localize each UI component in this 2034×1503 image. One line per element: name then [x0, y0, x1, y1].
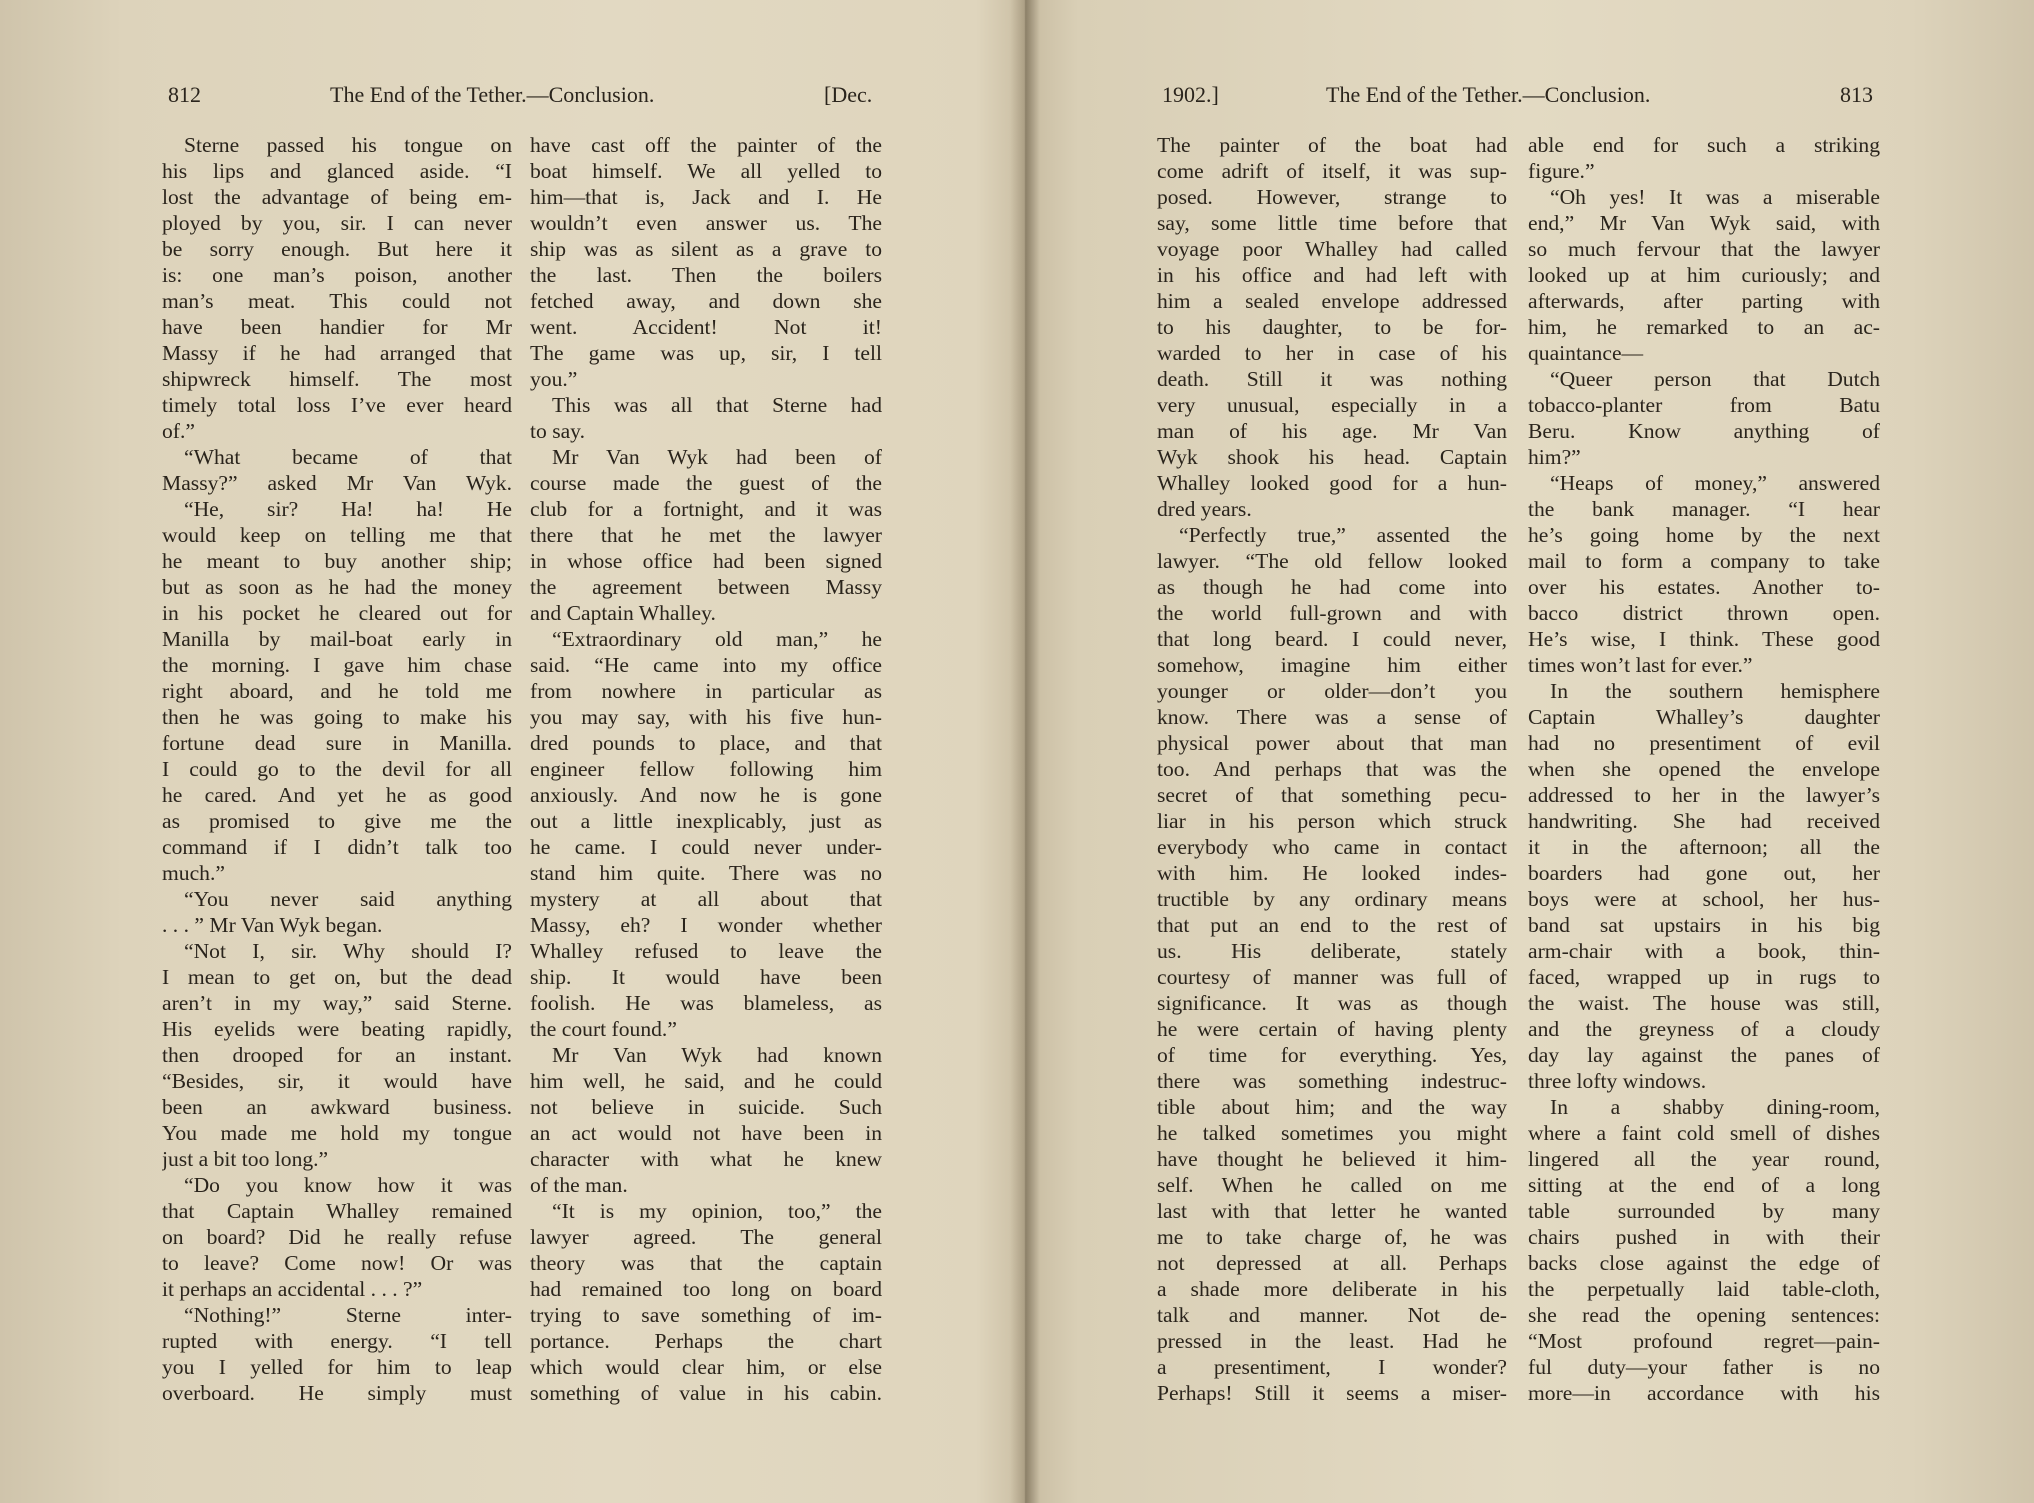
text-line: man’s meat. This could not	[162, 289, 512, 313]
text-line: been an awkward business.	[162, 1095, 512, 1119]
text-line: but as soon as he had the money	[162, 575, 512, 599]
text-line: to leave? Come now! Or was	[162, 1251, 512, 1275]
text-line: anxiously. And now he is gone	[530, 783, 882, 807]
text-line: in his pocket he cleared out for	[162, 601, 512, 625]
text-line: club for a fortnight, and it was	[530, 497, 882, 521]
text-line: know. There was a sense of	[1157, 705, 1507, 729]
text-line: portance. Perhaps the chart	[530, 1329, 882, 1353]
text-line: fortune dead sure in Manilla.	[162, 731, 512, 755]
text-line: boarders had gone out, her	[1528, 861, 1880, 885]
text-line: timely total loss I’ve ever heard	[162, 393, 512, 417]
right-column-1	[1157, 132, 1507, 1406]
text-line: the world full-grown and with	[1157, 601, 1507, 625]
text-line: then he was going to make his	[162, 705, 512, 729]
text-line: that Captain Whalley remained	[162, 1199, 512, 1223]
text-line: “What became of that	[184, 445, 512, 469]
text-line: backs close against the edge of	[1528, 1251, 1880, 1275]
text-line: significance. It was as though	[1157, 991, 1507, 1015]
text-line: His eyelids were beating rapidly,	[162, 1017, 512, 1041]
text-line: “You never said anything	[184, 887, 512, 911]
text-line: he came. I could never under-	[530, 835, 882, 859]
text-line: day lay against the panes of	[1528, 1043, 1880, 1067]
text-line: you.”	[530, 367, 578, 391]
text-line: sitting at the end of a long	[1528, 1173, 1880, 1197]
text-line: I mean to get on, but the dead	[162, 965, 512, 989]
text-line: his lips and glanced aside. “I	[162, 159, 512, 183]
text-line: boys were at school, her hus-	[1528, 887, 1880, 911]
text-line: lost the advantage of being em-	[162, 185, 512, 209]
text-line: three lofty windows.	[1528, 1069, 1707, 1093]
text-line: him a sealed envelope addressed	[1157, 289, 1507, 313]
text-line: You made me hold my tongue	[162, 1121, 512, 1145]
text-line: there that he met the lawyer	[530, 523, 882, 547]
text-line: that put an end to the rest of	[1157, 913, 1507, 937]
text-line: of.”	[162, 419, 195, 443]
text-line: lingered all the year round,	[1528, 1147, 1880, 1171]
text-line: He’s wise, I think. These good	[1528, 627, 1880, 651]
text-line: afterwards, after parting with	[1528, 289, 1880, 313]
text-line: rupted with energy. “I tell	[162, 1329, 512, 1353]
text-line: younger or older—don’t you	[1157, 679, 1507, 703]
left-column-2	[530, 132, 882, 1406]
text-line: on board? Did he really refuse	[162, 1225, 512, 1249]
text-line: him well, he said, and he could	[530, 1069, 882, 1093]
text-line: with him. He looked indes-	[1157, 861, 1507, 885]
text-line: looked up at him curiously; and	[1528, 263, 1880, 287]
text-line: not believe in suicide. Such	[530, 1095, 882, 1119]
page-number-left: 812	[168, 82, 201, 107]
text-line: chairs pushed in with their	[1528, 1225, 1880, 1249]
text-line: he’s going home by the next	[1528, 523, 1880, 547]
text-line: said. “He came into my office	[530, 653, 882, 677]
text-line: just a bit too long.”	[162, 1147, 329, 1171]
text-line: faced, wrapped up in rugs to	[1528, 965, 1880, 989]
text-line: mail to form a company to take	[1528, 549, 1880, 573]
text-line: be sorry enough. But here it	[162, 237, 512, 261]
right-page	[1040, 0, 2034, 1503]
text-line: warded to her in case of his	[1157, 341, 1507, 365]
text-line: he talked sometimes you might	[1157, 1121, 1507, 1145]
text-line: able end for such a striking	[1528, 133, 1880, 157]
text-line: as though he had come into	[1157, 575, 1507, 599]
text-line: Captain Whalley’s daughter	[1528, 705, 1880, 729]
text-line: the last. Then the boilers	[530, 263, 882, 287]
text-line: him?”	[1528, 445, 1581, 469]
text-line: In a shabby dining-room,	[1550, 1095, 1880, 1119]
text-line: which would clear him, or else	[530, 1355, 882, 1379]
text-line: “Nothing!” Sterne inter-	[184, 1303, 512, 1327]
text-line: “Besides, sir, it would have	[162, 1069, 512, 1093]
text-line: mystery at all about that	[530, 887, 882, 911]
text-line: us. His deliberate, stately	[1157, 939, 1507, 963]
text-line: he meant to buy another ship;	[162, 549, 512, 573]
text-line: Massy, eh? I wonder whether	[530, 913, 882, 937]
text-line: from nowhere in particular as	[530, 679, 882, 703]
text-line: a shade more deliberate in his	[1157, 1277, 1507, 1301]
left-column-1	[162, 132, 512, 1406]
text-line: The game was up, sir, I tell	[530, 341, 882, 365]
right-column-2	[1528, 132, 1880, 1406]
text-line: a presentiment, I wonder?	[1157, 1355, 1507, 1379]
text-line: “Extraordinary old man,” he	[552, 627, 882, 651]
text-line: “Most profound regret—pain-	[1528, 1329, 1880, 1353]
text-line: “Not I, sir. Why should I?	[184, 939, 512, 963]
text-line: command if I didn’t talk too	[162, 835, 512, 859]
text-line: Massy if he had arranged that	[162, 341, 512, 365]
text-line: trying to save something of im-	[530, 1303, 882, 1327]
text-line: course made the guest of the	[530, 471, 882, 495]
text-line: an act would not have been in	[530, 1121, 882, 1145]
text-line: arm-chair with a book, thin-	[1528, 939, 1880, 963]
text-line: theory was that the captain	[530, 1251, 882, 1275]
date-tag-left: [Dec.	[824, 82, 873, 107]
text-line: foolish. He was blameless, as	[530, 991, 882, 1015]
text-line: there was something indestruc-	[1157, 1069, 1507, 1093]
text-line: times won’t last for ever.”	[1528, 653, 1753, 677]
left-page	[0, 0, 1010, 1503]
text-line: band sat upstairs in his big	[1528, 913, 1880, 937]
text-line: Perhaps! Still it seems a miser-	[1157, 1381, 1507, 1405]
text-line: much.”	[162, 861, 225, 885]
text-line: have thought he believed it him-	[1157, 1147, 1507, 1171]
text-line: and the greyness of a cloudy	[1528, 1017, 1880, 1041]
text-line: of time for everything. Yes,	[1157, 1043, 1507, 1067]
text-line: as promised to give me the	[162, 809, 512, 833]
text-line: something of value in his cabin.	[530, 1381, 882, 1405]
text-line: I could go to the devil for all	[162, 757, 512, 781]
text-line: tible about him; and the way	[1157, 1095, 1507, 1119]
text-line: right aboard, and he told me	[162, 679, 512, 703]
text-line: come adrift of itself, it was sup-	[1157, 159, 1507, 183]
date-tag-right: 1902.]	[1162, 82, 1219, 107]
text-line: “It is my opinion, too,” the	[552, 1199, 882, 1223]
text-line: have been handier for Mr	[162, 315, 512, 339]
text-line: then drooped for an instant.	[162, 1043, 512, 1067]
text-line: “Queer person that Dutch	[1550, 367, 1880, 391]
text-line: over his estates. Another to-	[1528, 575, 1880, 599]
text-line: it in the afternoon; all the	[1528, 835, 1880, 859]
text-line: when she opened the envelope	[1528, 757, 1880, 781]
text-line: engineer fellow following him	[530, 757, 882, 781]
text-line: the bank manager. “I hear	[1528, 497, 1880, 521]
text-line: man of his age. Mr Van	[1157, 419, 1507, 443]
text-line: talk and manner. Not de-	[1157, 1303, 1507, 1327]
text-line: dred pounds to place, and that	[530, 731, 882, 755]
text-line: character with what he knew	[530, 1147, 882, 1171]
text-line: too. And perhaps that was the	[1157, 757, 1507, 781]
text-line: Massy?” asked Mr Van Wyk.	[162, 471, 512, 495]
text-line: “He, sir? Ha! ha! He	[184, 497, 512, 521]
text-line: overboard. He simply must	[162, 1381, 512, 1405]
text-line: The painter of the boat had	[1157, 133, 1507, 157]
text-line: she read the opening sentences:	[1528, 1303, 1880, 1327]
text-line: wouldn’t even answer us. The	[530, 211, 882, 235]
text-line: Wyk shook his head. Captain	[1157, 445, 1507, 469]
text-line: Mr Van Wyk had known	[552, 1043, 882, 1067]
text-line: ployed by you, sir. I can never	[162, 211, 512, 235]
page-number-right: 813	[1840, 82, 1873, 107]
text-line: tobacco-planter from Batu	[1528, 393, 1880, 417]
text-line: last with that letter he wanted	[1157, 1199, 1507, 1223]
text-line: say, some little time before that	[1157, 211, 1507, 235]
text-line: physical power about that man	[1157, 731, 1507, 755]
text-line: ship. It would have been	[530, 965, 882, 989]
text-line: in his office and had left with	[1157, 263, 1507, 287]
text-line: dred years.	[1157, 497, 1252, 521]
text-line: lawyer agreed. The general	[530, 1225, 882, 1249]
text-line: out a little inexplicably, just as	[530, 809, 882, 833]
text-line: he cared. And yet he as good	[162, 783, 512, 807]
text-line: stand him quite. There was no	[530, 861, 882, 885]
text-line: bacco district thrown open.	[1528, 601, 1880, 625]
text-line: you I yelled for him to leap	[162, 1355, 512, 1379]
text-line: ship was as silent as a grave to	[530, 237, 882, 261]
text-line: voyage poor Whalley had called	[1157, 237, 1507, 261]
text-line: in whose office had been signed	[530, 549, 882, 573]
text-line: “Heaps of money,” answered	[1550, 471, 1880, 495]
running-title-right: The End of the Tether.—Conclusion.	[1326, 82, 1651, 107]
text-line: had no presentiment of evil	[1528, 731, 1880, 755]
text-line: you may say, with his five hun-	[530, 705, 882, 729]
text-line: tructible by any ordinary means	[1157, 887, 1507, 911]
text-line: self. When he called on me	[1157, 1173, 1507, 1197]
text-line: the agreement between Massy	[530, 575, 882, 599]
book-gutter	[1010, 0, 1040, 1503]
text-line: had remained too long on board	[530, 1277, 882, 1301]
text-line: “Do you know how it was	[184, 1173, 512, 1197]
text-line: everybody who came in contact	[1157, 835, 1507, 859]
text-line: This was all that Sterne had	[552, 393, 882, 417]
text-line: addressed to her in the lawyer’s	[1528, 783, 1880, 807]
text-line: pressed in the least. Had he	[1157, 1329, 1507, 1353]
text-line: that long beard. I could never,	[1157, 627, 1507, 651]
text-line: handwriting. She had received	[1528, 809, 1880, 833]
text-line: lawyer. “The old fellow looked	[1157, 549, 1507, 573]
text-line: Beru. Know anything of	[1528, 419, 1880, 443]
text-line: the waist. The house was still,	[1528, 991, 1880, 1015]
text-line: fetched away, and down she	[530, 289, 882, 313]
text-line: would keep on telling me that	[162, 523, 512, 547]
text-line: so much fervour that the lawyer	[1528, 237, 1880, 261]
text-line: him—that is, Jack and I. He	[530, 185, 882, 209]
text-line: the court found.”	[530, 1017, 677, 1041]
text-line: not depressed at all. Perhaps	[1157, 1251, 1507, 1275]
text-line: secret of that something pecu-	[1157, 783, 1507, 807]
text-line: shipwreck himself. The most	[162, 367, 512, 391]
running-title-left: The End of the Tether.—Conclusion.	[330, 82, 655, 107]
text-line: aren’t in my way,” said Sterne.	[162, 991, 512, 1015]
text-line: to say.	[530, 419, 585, 443]
text-line: Whalley refused to leave the	[530, 939, 882, 963]
text-line: Sterne passed his tongue on	[184, 133, 512, 157]
text-line: went. Accident! Not it!	[530, 315, 882, 339]
text-line: Mr Van Wyk had been of	[552, 445, 882, 469]
text-line: him, he remarked to an ac-	[1528, 315, 1880, 339]
text-line: he were certain of having plenty	[1157, 1017, 1507, 1041]
text-line: Whalley looked good for a hun-	[1157, 471, 1507, 495]
text-line: more—in accordance with his	[1528, 1381, 1880, 1405]
text-line: me to take charge of, he was	[1157, 1225, 1507, 1249]
text-line: posed. However, strange to	[1157, 185, 1507, 209]
text-line: table surrounded by many	[1528, 1199, 1880, 1223]
text-line: . . . ” Mr Van Wyk began.	[162, 913, 383, 937]
text-line: courtesy of manner was full of	[1157, 965, 1507, 989]
text-line: In the southern hemisphere	[1550, 679, 1880, 703]
text-line: liar in his person which struck	[1157, 809, 1507, 833]
text-line: Manilla by mail-boat early in	[162, 627, 512, 651]
text-line: boat himself. We all yelled to	[530, 159, 882, 183]
text-line: figure.”	[1528, 159, 1595, 183]
text-line: the perpetually laid table-cloth,	[1528, 1277, 1880, 1301]
text-line: is: one man’s poison, another	[162, 263, 512, 287]
text-line: of the man.	[530, 1173, 628, 1197]
text-line: and Captain Whalley.	[530, 601, 716, 625]
text-line: ful duty—your father is no	[1528, 1355, 1880, 1379]
text-line: end,” Mr Van Wyk said, with	[1528, 211, 1880, 235]
text-line: somehow, imagine him either	[1157, 653, 1507, 677]
text-line: “Perfectly true,” assented the	[1179, 523, 1507, 547]
text-line: have cast off the painter of the	[530, 133, 882, 157]
text-line: the morning. I gave him chase	[162, 653, 512, 677]
text-line: “Oh yes! It was a miserable	[1550, 185, 1880, 209]
text-line: to his daughter, to be for-	[1157, 315, 1507, 339]
text-line: quaintance—	[1528, 341, 1644, 365]
text-line: it perhaps an accidental . . . ?”	[162, 1277, 423, 1301]
text-line: very unusual, especially in a	[1157, 393, 1507, 417]
text-line: death. Still it was nothing	[1157, 367, 1507, 391]
text-line: where a faint cold smell of dishes	[1528, 1121, 1880, 1145]
